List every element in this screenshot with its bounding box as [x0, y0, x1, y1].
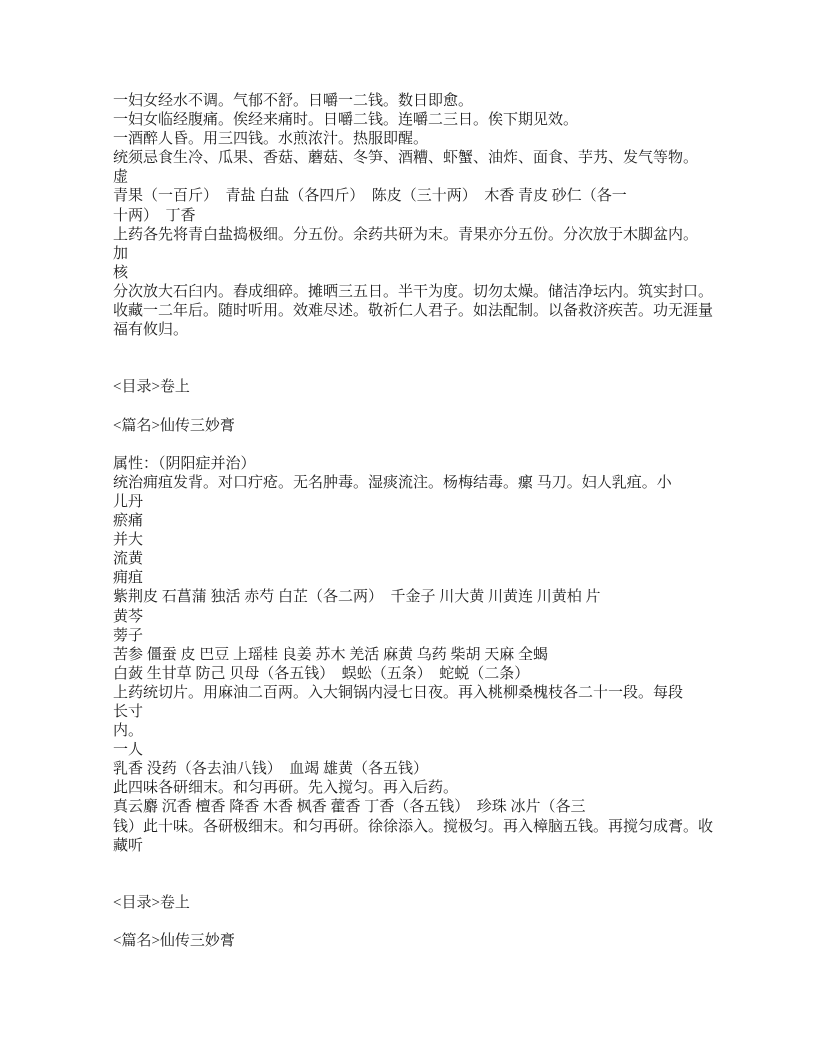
- text-line: 瘀痛: [113, 513, 144, 530]
- text-line: 虚: [113, 169, 129, 186]
- document-text-block: [113, 92, 733, 970]
- text-line: <篇名>仙传三妙膏: [113, 933, 235, 950]
- text-line: 流黄: [113, 551, 144, 568]
- text-line: 核: [113, 264, 129, 281]
- text-line: 一妇女临经腹痛。俟经来痛时。日嚼二钱。连嚼二三日。俟下期见效。: [113, 112, 579, 129]
- text-line: 收藏一二年后。随时听用。效难尽述。敬祈仁人君子。如法配制。以备救济疾苦。功无涯量: [113, 303, 714, 320]
- text-line: 白蔹 生甘草 防己 贝母（各五钱） 蜈蚣（五条） 蛇蜕（二条）: [113, 665, 530, 682]
- text-line: 青果（一百斤） 青盐 白盐（各四斤） 陈皮（三十两） 木香 青皮 砂仁（各一: [113, 188, 627, 205]
- text-line: <目录>卷上: [113, 379, 190, 396]
- text-line: 儿丹: [113, 493, 144, 510]
- text-line: 并大: [113, 532, 144, 549]
- text-line: <篇名>仙传三妙膏: [113, 417, 235, 434]
- text-line: <目录>卷上: [113, 894, 190, 911]
- text-line: 上药统切片。用麻油二百两。入大铜锅内浸七日夜。再入桃柳桑槐枝各二十一段。每段: [113, 684, 684, 701]
- text-line: 一人: [113, 742, 144, 759]
- text-line: [113, 951, 733, 970]
- text-line: 分次放大石臼内。舂成细碎。摊晒三五日。半干为度。切勿太燥。储洁净坛内。筑实封口。: [113, 283, 714, 300]
- text-line: 上药各先将青白盐捣极细。分五份。余药共研为末。青果亦分五份。分次放于木脚盆内。: [113, 226, 699, 243]
- text-line: [113, 398, 733, 417]
- text-line: 福有攸归。: [113, 322, 189, 339]
- text-line: 此四味各研细末。和匀再研。先入搅匀。再入后药。: [113, 780, 459, 797]
- text-line: [113, 340, 733, 359]
- text-line: 蒡子: [113, 627, 144, 644]
- text-line: 统须忌食生冷、瓜果、香菇、蘑菇、冬笋、酒糟、虾蟹、油炸、面食、芋艿、发气等物。: [113, 150, 699, 167]
- text-line: [113, 856, 733, 875]
- text-line: 紫荆皮 石菖蒲 独活 赤芍 白芷（各二两） 千金子 川大黄 川黄连 川黄柏 片: [113, 589, 601, 606]
- text-line: 十两） 丁香: [113, 207, 196, 224]
- text-line: 属性：（阴阳症并治）: [113, 455, 256, 472]
- text-line: 苦参 僵蚕 皮 巴豆 上瑶桂 良姜 苏木 羌活 麻黄 乌药 柴胡 天麻 全蝎: [113, 646, 549, 663]
- text-line: 一妇女经水不调。气郁不舒。日嚼一二钱。数日即愈。: [113, 93, 474, 109]
- text-line: [113, 436, 733, 455]
- text-line: 黄芩: [113, 608, 144, 625]
- text-line: [113, 875, 733, 894]
- text-line: 钱）此十味。各研极细末。和匀再研。徐徐添入。搅极匀。再入樟脑五钱。再搅匀成膏。收: [113, 818, 714, 835]
- text-line: 加: [113, 245, 129, 262]
- text-line: 统治痈疽发背。对口疔疮。无名肿毒。湿痰流注。杨梅结毒。瘰 马刀。妇人乳疽。小: [113, 474, 672, 491]
- text-line: [113, 913, 733, 932]
- text-line: 乳香 没药（各去油八钱） 血竭 雄黄（各五钱）: [113, 761, 429, 778]
- text-line: 长寸: [113, 704, 144, 720]
- text-line: 痈疽: [113, 570, 144, 587]
- text-line: 藏听: [113, 837, 144, 854]
- text-line: 真云麝 沉香 檀香 降香 木香 枫香 藿香 丁香（各五钱） 珍珠 冰片（各三: [113, 799, 586, 816]
- text-line: [113, 359, 733, 378]
- text-line: 一酒醉人昏。用三四钱。水煎浓汁。热服即醒。: [113, 131, 429, 148]
- text-line: 内。: [113, 723, 144, 740]
